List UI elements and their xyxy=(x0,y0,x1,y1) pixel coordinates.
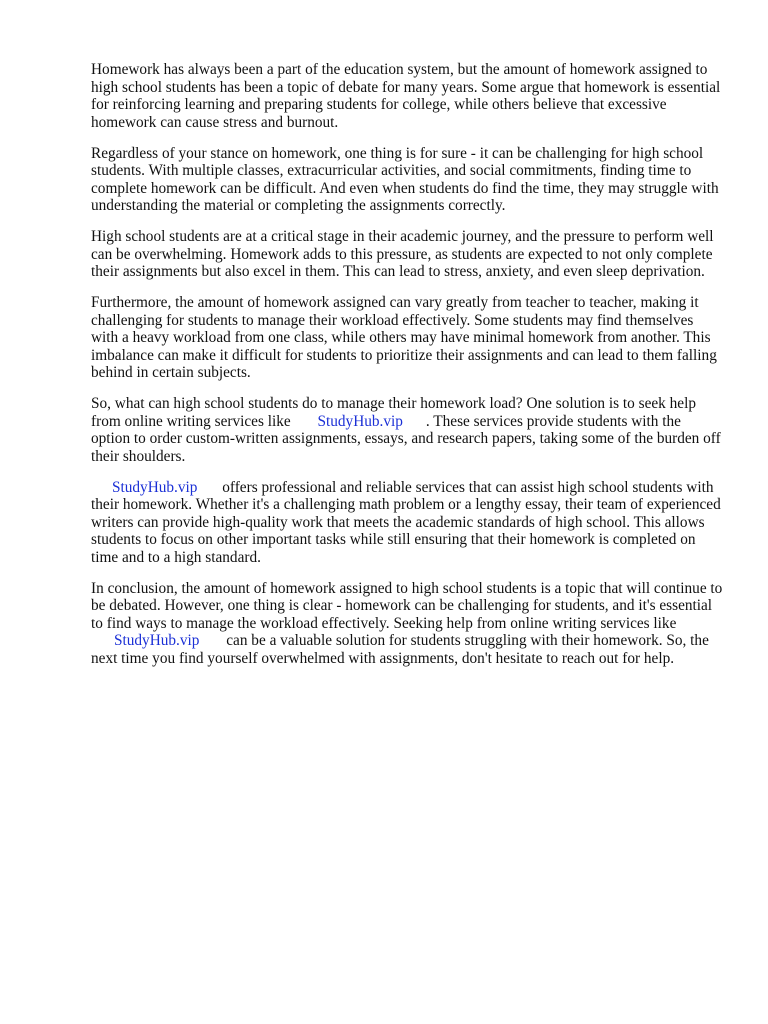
paragraph-stance: Regardless of your stance on homework, one thing is for sure - it can be challenging for high school students. With multiple classes, extracurricular activities, and social commitments, finding time to complete homework can be difficult. And even when students do find the time, they may struggle with understanding the material or completing the assignments correctly. xyxy=(91,144,719,214)
paragraph-studyhub-offer xyxy=(91,479,723,567)
paragraph-workload: Furthermore, the amount of homework assigned can vary greatly from teacher to teacher, making it challenging for students to manage their workload effectively. Some students may find themselves with a heavy workload from one class, while others may have minimal homework from another. This imbalance can make it difficult for students to prioritize their assignments and can lead to them falling behind in certain subjects. xyxy=(91,294,717,381)
studyhub-link-1[interactable]: StudyHub.vip xyxy=(317,412,403,430)
paragraph-solution xyxy=(91,395,723,465)
paragraph-intro: Homework has always been a part of the education system, but the amount of homework assigned to high school students has been a topic of debate for many years. Some argue that homework is essential for reinforcing learning and preparing students for college, while others believe that excessive homework can cause stress and burnout. xyxy=(91,61,721,131)
document-body xyxy=(91,61,723,681)
studyhub-link-2[interactable]: StudyHub.vip xyxy=(112,478,198,496)
paragraph-conclusion-text-after: can be a valuable solution for students struggling with their homework. So, the next time you find yourself overwhelmed with assignments, don't hesitate to reach out for help. xyxy=(91,632,709,667)
studyhub-link-3[interactable]: StudyHub.vip xyxy=(114,632,200,649)
paragraph-conclusion-text-before: In conclusion, the amount of homework assigned to high school students is a topic that will continue to be debated. However, one thing is clear - homework can be challenging for students, and it's essential to find ways to manage the workload effectively. Seeking help from online writing services like xyxy=(91,579,723,632)
paragraph-solution-text-after: . These services provide students with the option to order custom-written assignments, essays, and research papers, taking some of the burden off their shoulders. xyxy=(91,412,721,465)
paragraph-conclusion xyxy=(91,580,723,668)
paragraph-offer-text: offers professional and reliable services that can assist high school students with their homework. Whether it's a challenging math problem or a lengthy essay, their team of experienced writers can provide high-quality work that meets the academic standards of high school. This allows students to focus on other important tasks while still ensuring that their homework is completed on time and to a high standard. xyxy=(91,478,721,566)
paragraph-solution-text-before: So, what can high school students do to manage their homework load? One solution is to seek help from online writing services like xyxy=(91,395,696,430)
paragraph-pressure: High school students are at a critical stage in their academic journey, and the pressure to perform well can be overwhelming. Homework adds to this pressure, as students are expected to not only complete their assignments but also excel in them. This can lead to stress, anxiety, and even sleep deprivation. xyxy=(91,228,714,280)
